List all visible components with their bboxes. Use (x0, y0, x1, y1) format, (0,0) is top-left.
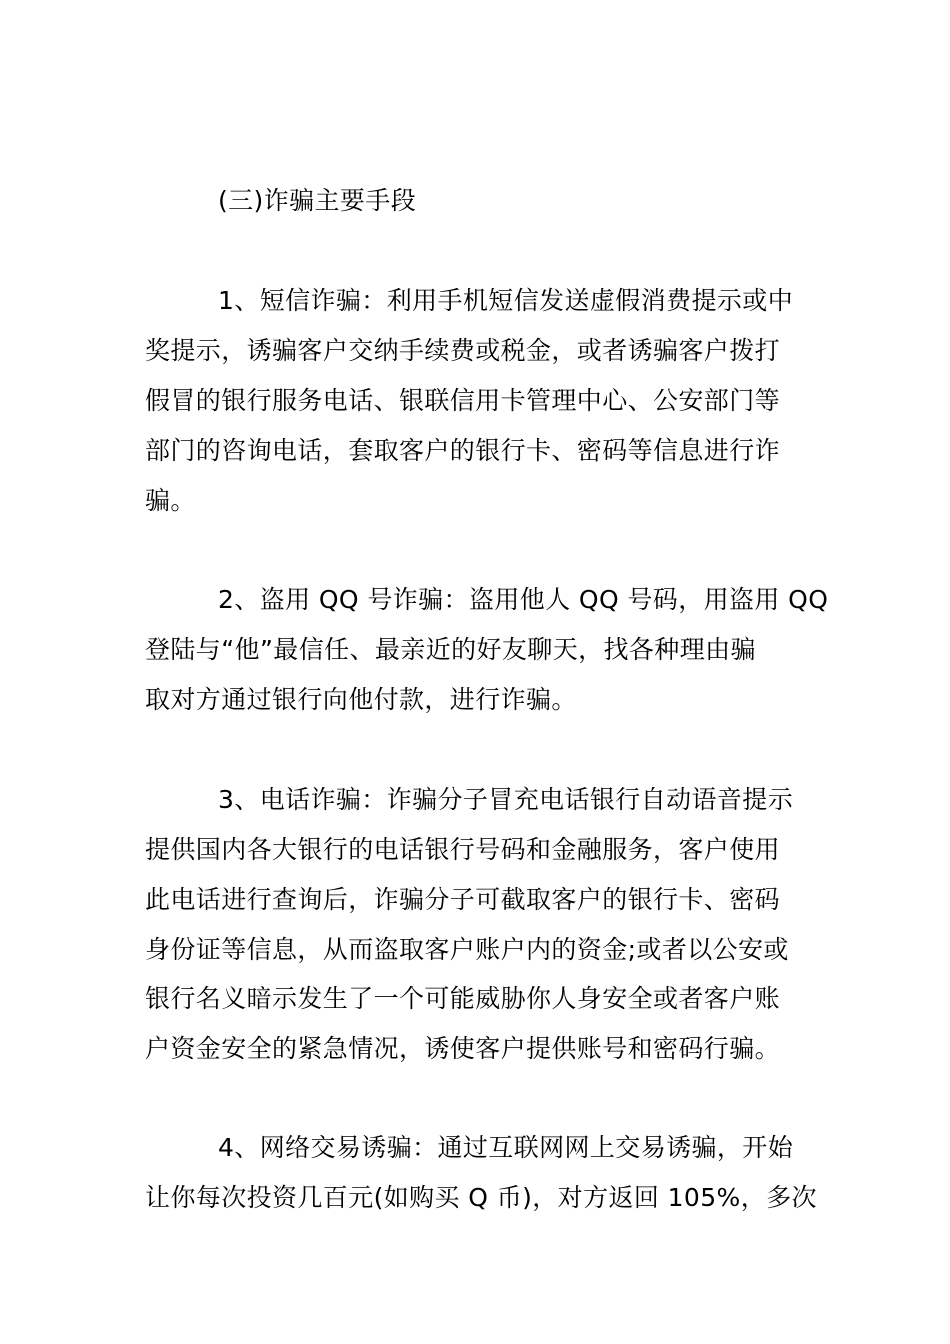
paragraph-line: 部门的咨询电话，套取客户的银行卡、密码等信息进行诈 (145, 436, 781, 465)
paragraph-line: 假冒的银行服务电话、银联信用卡管理中心、公安部门等 (145, 386, 781, 415)
paragraph-line: 3、电话诈骗：诈骗分子冒充电话银行自动语音提示 (218, 785, 794, 814)
paragraph-line: 此电话进行查询后，诈骗分子可截取客户的银行卡、密码 (145, 885, 781, 914)
paragraph-line: 1、短信诈骗：利用手机短信发送虚假消费提示或中 (218, 286, 794, 315)
paragraph-line: 身份证等信息，从而盗取客户账户内的资金;或者以公安或 (145, 935, 789, 964)
paragraph-line: 提供国内各大银行的电话银行号码和金融服务，客户使用 (145, 835, 781, 864)
paragraph-line: 银行名义暗示发生了一个可能威胁你人身安全或者客户账 (145, 984, 781, 1013)
paragraph-line: 户资金安全的紧急情况，诱使客户提供账号和密码行骗。 (145, 1034, 781, 1063)
paragraph-line: 让你每次投资几百元(如购买 Q 币)，对方返回 105%，多次 (145, 1183, 817, 1212)
paragraph-line: 奖提示，诱骗客户交纳手续费或税金，或者诱骗客户拨打 (145, 336, 781, 365)
paragraph-line: 骗。 (145, 486, 196, 515)
section-heading: (三)诈骗主要手段 (218, 186, 417, 215)
paragraph-line: 取对方通过银行向他付款，进行诈骗。 (145, 685, 577, 714)
paragraph-line: 2、盗用 QQ 号诈骗：盗用他人 QQ 号码，用盗用 QQ (218, 585, 829, 614)
paragraph-line: 4、网络交易诱骗：通过互联网网上交易诱骗，开始 (218, 1133, 794, 1162)
paragraph-line: 登陆与“他”最信任、最亲近的好友聊天，找各种理由骗 (145, 635, 756, 664)
